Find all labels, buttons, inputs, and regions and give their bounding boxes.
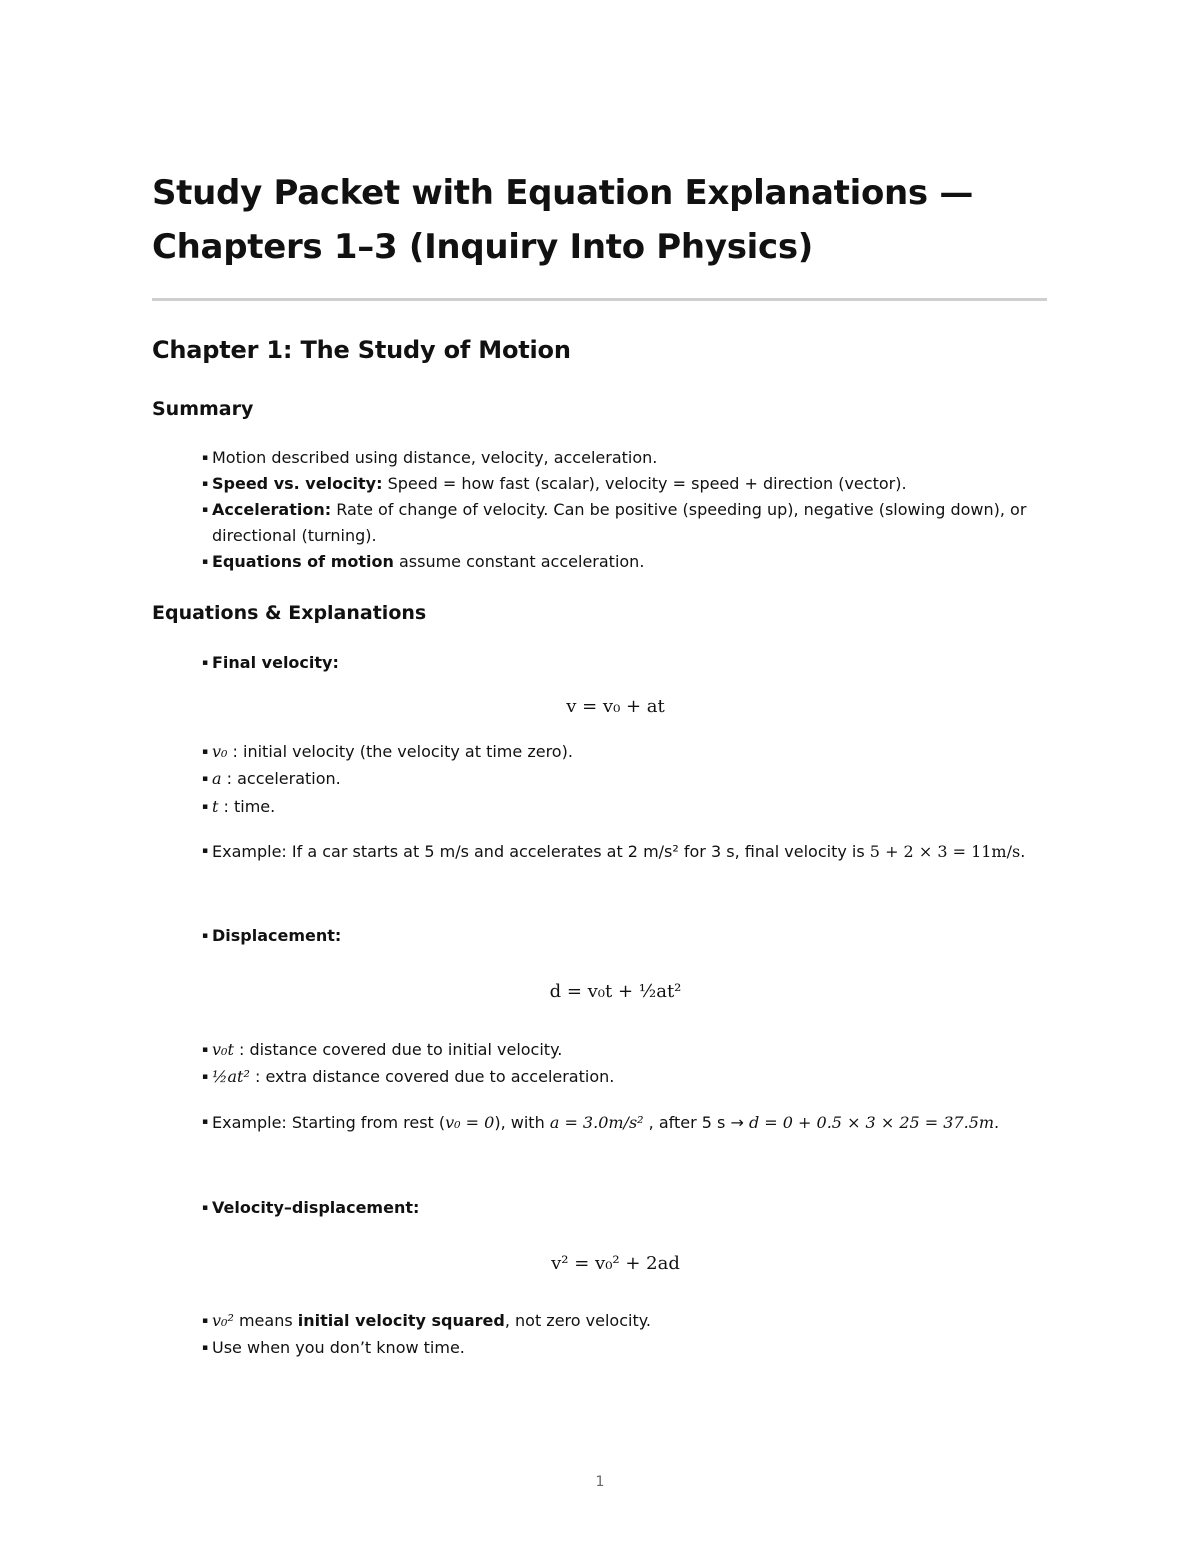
term-item bbox=[202, 794, 1047, 820]
note-item bbox=[202, 1335, 1047, 1361]
final-velocity-equation: v = v₀ + at bbox=[566, 696, 665, 717]
displacement-equation: d = v₀t + ½at² bbox=[549, 981, 682, 1002]
summary-item bbox=[202, 471, 1047, 497]
equations-heading: Equations & Explanations bbox=[152, 602, 427, 624]
summary-heading: Summary bbox=[152, 398, 254, 420]
final-velocity-terms bbox=[202, 739, 1047, 820]
example-calc: d = 0 + 0.5 × 3 × 25 = 37.5m bbox=[748, 1113, 995, 1132]
summary-list bbox=[202, 445, 1047, 575]
note-symbol: v₀² bbox=[212, 1311, 234, 1330]
term-symbol: t bbox=[212, 797, 219, 816]
term-text: : time. bbox=[218, 797, 276, 816]
note-post: , not zero velocity. bbox=[504, 1311, 651, 1330]
note-text: Use when you don’t know time. bbox=[212, 1338, 465, 1357]
summary-item-term: Speed vs. velocity: bbox=[212, 474, 383, 493]
summary-item-text: Rate of change of velocity. Can be positive (speeding up), negative (slowing down), or directional (turning). bbox=[212, 500, 1027, 545]
term-symbol: v₀t bbox=[212, 1040, 234, 1059]
example-accel: a = 3.0m/s² bbox=[549, 1113, 644, 1132]
velocity-displacement-label-item bbox=[202, 1195, 1047, 1221]
displacement-terms bbox=[202, 1037, 1047, 1090]
velocity-displacement-notes bbox=[202, 1308, 1047, 1361]
term-text: : acceleration. bbox=[221, 769, 341, 788]
final-velocity-label: Final velocity: bbox=[212, 653, 339, 672]
document-title: Study Packet with Equation Explanations — Chapters 1–3 (Inquiry Into Physics) bbox=[152, 173, 974, 267]
summary-item-text: assume constant acceleration. bbox=[393, 552, 645, 571]
term-item bbox=[202, 766, 1047, 792]
chapter-heading: Chapter 1: The Study of Motion bbox=[152, 336, 571, 364]
example-text: Example: If a car starts at 5 m/s and accelerates at 2 m/s² for 3 s, final velocity is bbox=[212, 842, 865, 861]
title-divider bbox=[152, 298, 1047, 301]
term-text: : extra distance covered due to acceleration. bbox=[249, 1067, 615, 1086]
term-text: : initial velocity (the velocity at time zero). bbox=[227, 742, 573, 761]
example-end: . bbox=[1020, 842, 1026, 861]
summary-item-text: Speed = how fast (scalar), velocity = speed + direction (vector). bbox=[382, 474, 907, 493]
term-text: : distance covered due to initial velocity. bbox=[233, 1040, 563, 1059]
page-number: 1 bbox=[595, 1474, 605, 1490]
note-item bbox=[202, 1308, 1047, 1334]
displacement-example bbox=[202, 1109, 1047, 1137]
example-end: . bbox=[994, 1113, 1000, 1132]
example-rest: v₀ = 0 bbox=[445, 1113, 495, 1132]
displacement-label: Displacement: bbox=[212, 926, 342, 945]
term-item bbox=[202, 739, 1047, 765]
summary-item-term: Acceleration: bbox=[212, 500, 332, 519]
summary-item bbox=[202, 549, 1047, 575]
final-velocity-label-item bbox=[202, 650, 1047, 676]
example-after: , after 5 s → bbox=[648, 1113, 744, 1132]
term-symbol: a bbox=[212, 769, 222, 788]
term-item bbox=[202, 1064, 1047, 1090]
final-velocity-example bbox=[202, 838, 1047, 866]
velocity-displacement-equation: v² = v₀² + 2ad bbox=[551, 1253, 680, 1274]
term-symbol: v₀ bbox=[212, 742, 228, 761]
summary-item-text: Motion described using distance, velocity, acceleration. bbox=[212, 448, 658, 467]
example-mid: ), with bbox=[494, 1113, 545, 1132]
term-symbol: ½at² bbox=[212, 1067, 250, 1086]
example-prefix: Example: Starting from rest ( bbox=[212, 1113, 446, 1132]
note-bold: initial velocity squared bbox=[297, 1311, 505, 1330]
term-item bbox=[202, 1037, 1047, 1063]
summary-item bbox=[202, 497, 1047, 549]
example-math: 5 + 2 × 3 = 11m/s bbox=[869, 842, 1021, 861]
displacement-label-item bbox=[202, 923, 1047, 949]
note-pre: means bbox=[233, 1311, 298, 1330]
summary-item-term: Equations of motion bbox=[212, 552, 394, 571]
summary-item bbox=[202, 445, 1047, 471]
velocity-displacement-label: Velocity–displacement: bbox=[212, 1198, 420, 1217]
